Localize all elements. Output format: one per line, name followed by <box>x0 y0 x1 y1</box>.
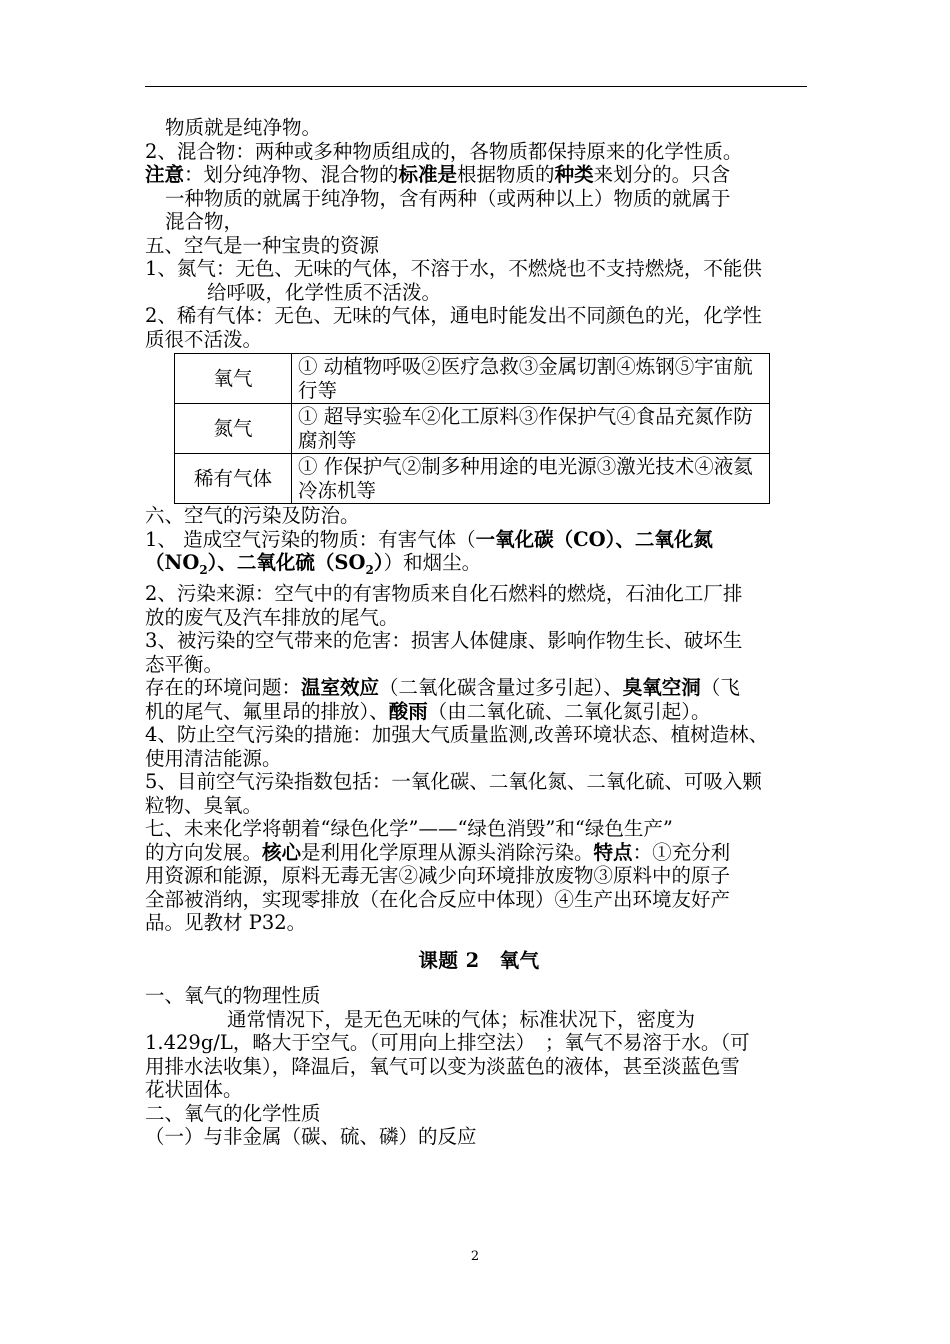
gas-use-cell: ① 超导实验车②化工原料③作保护气④食品充氮作防腐剂等 <box>292 404 770 454</box>
text-block-prevention <box>145 723 813 841</box>
text-block-mixtures <box>145 116 813 163</box>
prevention-line: 七、未来化学将朝着“绿色化学”——“绿色消毁”和“绿色生产” <box>145 817 673 841</box>
air-resource-line: 质很不活泼。 <box>145 327 263 351</box>
air-resource-line: 五、空气是一种宝贵的资源 <box>145 233 380 257</box>
gas-use-cell: ① 作保护气②制多种用途的电光源③激光技术④液氦冷冻机等 <box>292 454 770 504</box>
note-line-3: 混合物， <box>165 210 244 233</box>
mixtures-line: 物质就是纯净物。 <box>165 116 322 139</box>
section-6-title: 六、空气的污染及防治。 <box>145 504 360 527</box>
oxygen-line: 通常情况下，是无色无味的气体；标准状况下，密度为 <box>227 1007 696 1031</box>
header-rule <box>145 86 807 87</box>
text-block-oxygen <box>145 984 813 1149</box>
pollution-line: 放的废气及汽车排放的尾气。 <box>145 605 399 629</box>
oxygen-line: 花状固体。 <box>145 1078 243 1102</box>
text-block-air-resource <box>145 234 813 352</box>
green-chem-line-4: 品。见教材 P32。 <box>145 911 307 935</box>
gas-use-cell: ① 动植物呼吸②医疗急救③金属切割④炼钢⑤宇宙航行等 <box>292 354 770 404</box>
gas-name-cell: 氮气 <box>175 404 292 454</box>
lesson-heading: 课题 2 氧气 <box>418 948 540 972</box>
page-number: 2 <box>470 1249 480 1264</box>
prevention-line: 4、防止空气污染的措施：加强大气质量监测,改善环境状态、植树造林、 <box>145 723 769 747</box>
pollutants-line-1: 1、 造成空气污染的物质：有害气体（一氧化碳（CO）、二氧化氮 <box>145 527 713 551</box>
gas-name-cell: 稀有气体 <box>175 454 292 504</box>
oxygen-line: 用排水法收集），降温后，氧气可以变为淡蓝色的液体，甚至淡蓝色雪 <box>145 1054 740 1078</box>
prevention-line: 5、目前空气污染指数包括：一氧化碳、二氧化氮、二氧化硫、可吸入颗 <box>145 770 762 794</box>
prevention-line: 使用清洁能源。 <box>145 746 282 770</box>
air-resource-line: 2、稀有气体：无色、无味的气体，通电时能发出不同颜色的光，化学性 <box>145 304 762 327</box>
air-resource-line: 1、氮气：无色、无味的气体，不溶于水，不燃烧也不支持燃烧，不能供 <box>145 257 762 280</box>
oxygen-line: 一、氧气的物理性质 <box>145 984 321 1008</box>
green-chem-line-3: 全部被消纳，实现零排放（在化合反应中体现）④生产出环境友好产 <box>145 887 731 911</box>
table-row <box>175 404 770 454</box>
air-resource-line: 给呼吸，化学性质不活泼。 <box>207 280 442 304</box>
pollution-line: 2、污染来源：空气中的有害物质来自化石燃料的燃烧，石油化工厂排 <box>145 582 743 606</box>
oxygen-line: （一）与非金属（碳、硫、磷）的反应 <box>145 1125 477 1149</box>
oxygen-line: 二、氧气的化学性质 <box>145 1101 321 1125</box>
prevention-line: 粒物、臭氧。 <box>145 793 263 817</box>
gas-name-cell: 氧气 <box>175 354 292 404</box>
table-row <box>175 454 770 504</box>
mixtures-line: 2、混合物：两种或多种物质组成的，各物质都保持原来的化学性质。 <box>145 139 743 163</box>
pollution-line: 态平衡。 <box>145 652 224 676</box>
gas-uses-table <box>174 353 770 504</box>
text-block-pollution <box>145 582 813 676</box>
table-row <box>175 354 770 404</box>
oxygen-line: 1.429g/L，略大于空气。（可用向上排空法） ；氧气不易溶于水。（可 <box>145 1031 750 1055</box>
env-issues-line-2: 机的尾气、氟里昂的排放）、酸雨（由二氧化硫、二氧化氮引起）。 <box>145 699 711 723</box>
document-body <box>145 116 813 1149</box>
green-chem-line-2: 用资源和能源，原料无毒无害②减少向环境排放废物③原料中的原子 <box>145 864 731 888</box>
note-line-1: 注意：划分纯净物、混合物的标准是根据物质的种类来划分的。只含 <box>145 163 731 186</box>
env-issues-line-1: 存在的环境问题：温室效应（二氧化碳含量过多引起）、臭氧空洞（飞 <box>145 676 740 700</box>
pollution-line: 3、被污染的空气带来的危害：损害人体健康、影响作物生长、破坏生 <box>145 629 743 653</box>
note-line-2: 一种物质的就属于纯净物，含有两种（或两种以上）物质的就属于 <box>165 186 731 210</box>
green-chem-line-1: 的方向发展。核心是利用化学原理从源头消除污染。特点：①充分利 <box>145 840 731 864</box>
pollutants-line-2: $(NO_2)$、二氧化硫$(SO_2)$）和烟尘。 <box>145 551 482 577</box>
